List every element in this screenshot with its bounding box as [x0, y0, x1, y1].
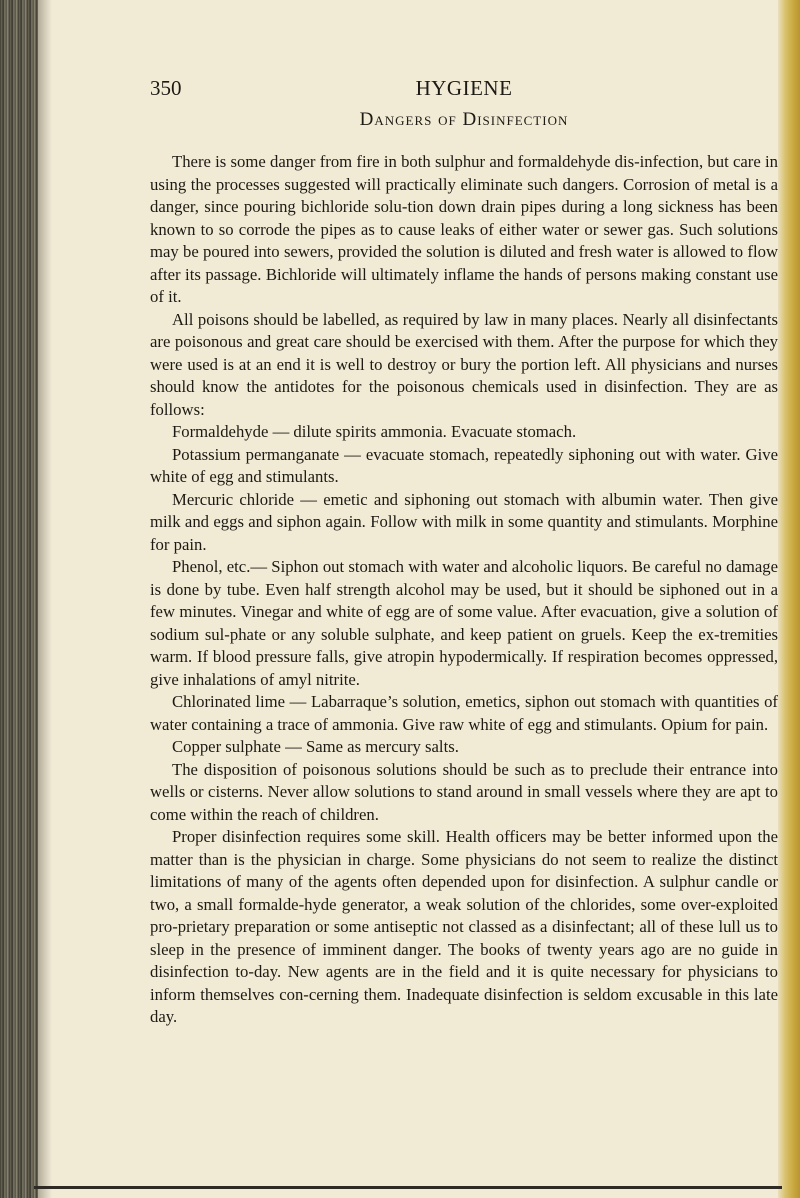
paragraph: All poisons should be labelled, as required by law in many places. Nearly all disinfectants are poisonous and great care should be exercised with them. After the purpose for which they were used is at an end it is well to destroy or bury the portion left. All physicians and nurses should know the antidotes for the poisonous chemicals used in disinfection. They are as follows:: [150, 309, 778, 419]
bottom-edge-line: [34, 1186, 782, 1189]
paragraph: There is some danger from fire in both sulphur and formaldehyde dis-infection, but care in using the processes suggested will practically eliminate such dangers. Corrosion of metal is a danger, since pouring bichloride solu-tion down drain pipes during a long sickness has been known to so corrode the pipes as to cause leaks of either water or sewer gas. Such solutions may be poured into sewers, provided the solution is diluted and fresh water is allowed to flow after its passage. Bichloride will ultimately inflame the hands of persons making constant use of it.: [150, 152, 778, 306]
running-head: [150, 76, 778, 106]
paragraph: Potassium permanganate — evacuate stomach, repeatedly siphoning out with water. Give white of egg and stimulants.: [150, 444, 778, 486]
body-text: [150, 151, 778, 1029]
paragraph: Chlorinated lime — Labarraque’s solution, emetics, siphon out stomach with quantities of water containing a trace of ammonia. Give raw white of egg and stimulants. Opium for pain.: [150, 692, 778, 734]
book-binding-edge: [0, 0, 38, 1198]
page-number: 350: [150, 76, 182, 100]
page-edge: [778, 0, 800, 1198]
paragraph: The disposition of poisonous solutions should be such as to preclude their entrance into wells or cisterns. Never allow solutions to stand around in small vessels where they are apt to come within the reach of children.: [150, 759, 778, 824]
book-page: [150, 76, 778, 1029]
paragraph: Phenol, etc.— Siphon out stomach with water and alcoholic liquors. Be careful no damage is done by tube. Even half strength alcohol may be used, but it should be siphoned out in a few minutes. Vinegar and white of egg are of some value. After evacuation, give a solution of sodium sul-phate or any soluble sulphate, and keep patient on gruels. Keep the ex-tremities warm. If blood pressure falls, give atropin hypodermically. If respiration becomes oppressed, give inhalations of amyl nitrite.: [150, 557, 778, 689]
paragraph: Copper sulphate — Same as mercury salts.: [172, 737, 459, 756]
section-title: Dangers of Disinfection: [359, 109, 569, 130]
paragraph: Proper disinfection requires some skill. Health officers may be better informed upon the matter than is the physician in charge. Some physicians do not seem to realize the distinct limitations of many of the agents often depended upon for disinfection. A sulphur candle or two, a small formalde-hyde generator, a weak solution of the chlorides, some over-exploited pro-prietary preparation or some antiseptic not classed as a disinfectant; all of these lull us to sleep in the presence of imminent danger. The books of twenty years ago are no guide in disinfection to-day. New agents are in the field and it is quite necessary for physicians to inform themselves con-cerning them. Inadequate disinfection is seldom excusable in this late day.: [150, 827, 778, 1026]
paragraph: Formaldehyde — dilute spirits ammonia. Evacuate stomach.: [172, 422, 577, 441]
paragraph: Mercuric chloride — emetic and siphoning out stomach with albumin water. Then give milk and eggs and siphon again. Follow with milk in some quantity and stimulants. Morphine for pain.: [150, 489, 778, 554]
running-title: HYGIENE: [415, 76, 513, 100]
gutter-shadow: [38, 0, 52, 1198]
